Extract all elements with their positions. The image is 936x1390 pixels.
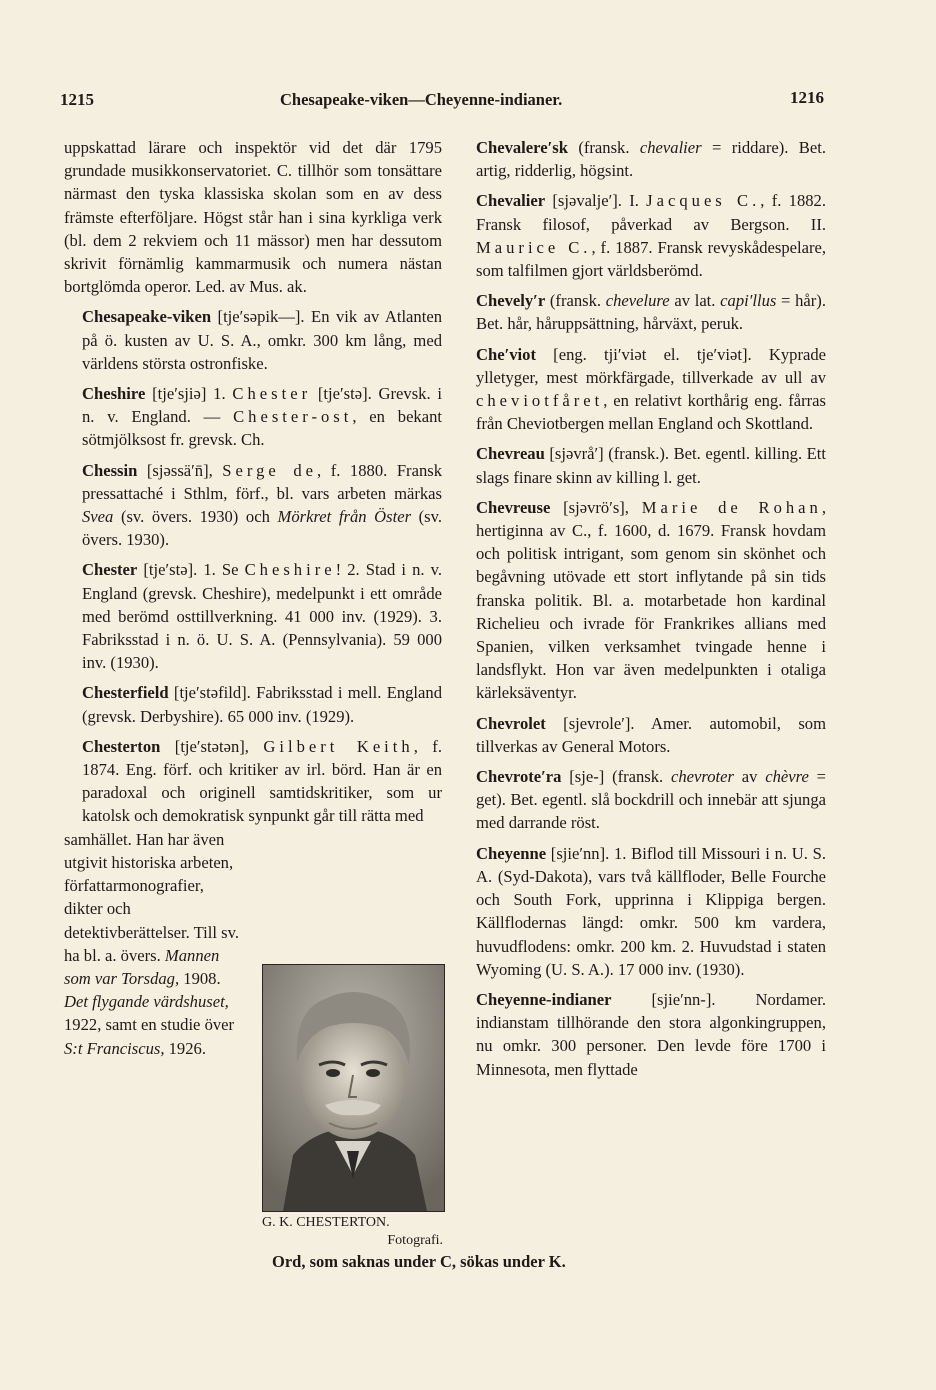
chesterton-portrait-photo xyxy=(262,964,445,1212)
headword: Chesterfield xyxy=(82,683,169,703)
entry-chevaleresk: Chevalere′sk (fransk. chevalier = riddare). Bet. artig, ridderlig, högsint. xyxy=(476,138,826,181)
portrait-image xyxy=(263,965,444,1211)
entry-chevreuse: Chevreuse [sjəvrö′s], Marie de Rohan, hertiginna av C., f. 1600, d. 1679. Fransk hovdam och politisk intrigant, som genom sin skönhet och begåvning utövade ett stort inflytande på sin tids franska politik. Bl. a. motarbetade hon kardinal Richelieu och ivrade för Frankrikes allians med Spanien, vilken verksamhet tvingade henne i landsflykt. Hon var även medelpunkten i otaliga kärleksäventyr. xyxy=(476,497,826,703)
entry-chesterton: Chesterton [tje′stətən], Gilbert Keith, f. 1874. Eng. förf. och kritiker av irl. börd. Han är en paradoxal och originell samtidskritiker, som ur katolsk och demokratisk synpunkt går till rätta med xyxy=(82,736,442,826)
headword: Chevely′r xyxy=(476,291,546,311)
headword: Chevalier xyxy=(476,191,546,211)
footer-note: Ord, som saknas under C, sökas under K. xyxy=(272,1252,566,1271)
page-number-left: 1215 xyxy=(60,90,94,109)
portrait-caption xyxy=(262,1214,443,1250)
headword: Cheshire xyxy=(82,384,146,404)
right-column xyxy=(458,136,826,1088)
headword: Cheyenne xyxy=(476,843,547,863)
entry-chesterton-wrapped: samhället. Han har även utgivit historiska arbeten, författarmonografier, dikter och detektivberättelser. Till sv. ha bl. a. övers. Mannen som var Torsdag, 1908. Det flygande värdshuset, 1922, samt en studie över S:t Franciscus, 1926. xyxy=(64,829,239,1058)
entry-chessin: Chessin [sjəssä′n̄], Serge de, f. 1880. Fransk pressattaché i Sthlm, förf., bl. vars arbeten märkas Svea (sv. övers. 1930) och Mörkret från Öster (sv. övers. 1930). xyxy=(82,460,443,550)
headword: Chevreuse xyxy=(476,497,551,517)
left-column xyxy=(64,136,442,1067)
page-number-right: 1216 xyxy=(790,88,824,107)
entry-cheyenne-indianer: Cheyenne-indianer [sjie′nn-]. Nordamer. indianstam tillhörande den stora algonkingruppen, nu omkr. 300 personer. Den levde före 1700 i Minnesota, men flyttade xyxy=(476,989,826,1079)
continued-entry: uppskattad lärare och inspektör vid det där 1795 grundade musikkonservatoriet. C. tillhör som tonsättare närmast den tyska klassiska skolan som en av dess främste efterföljare. Högst står han i sina kyrkliga verk (bl. dem 2 rekviem och 11 mässor) men har dessutom skrivit förnämlig kammarmusik och numera nästan bortglömda operor. Led. av Mus. ak. xyxy=(64,138,442,297)
entry-cheshire: Cheshire [tje′sjiə] 1. Chester [tje′stə]. Grevsk. i n. v. England. — Chester-ost, en bekant sötmjölksost fr. grevsk. Ch. xyxy=(82,384,443,450)
headword: Chessin xyxy=(82,460,138,480)
entry-chevreau: Chevreau [sjəvrå′] (fransk.). Bet. egentl. killing. Ett slags finare skinn av killing l. get. xyxy=(476,444,826,487)
entry-cheyenne: Cheyenne [sjie′nn]. 1. Biflod till Missouri i n. U. S. A. (Syd-Dakota), vars två källfloder, Belle Fourche och South Fork, upprinna i Klippiga bergen. Källflodernas längd: omkr. 500 km vardera, huvudflodens: omkr. 200 km. 2. Huvudstad i staten Wyoming (U. S. A.). 17 000 inv. (1930). xyxy=(476,843,826,979)
entry-chevalier: Chevalier [sjəvalje′]. I. Jacques C., f. 1882. Fransk filosof, påverkad av Bergson. II. Maurice C., f. 1887. Fransk revyskådespelare, som talfilmen gjort världsberömd. xyxy=(476,191,826,281)
running-header: Chesapeake-viken—Cheyenne-indianer. xyxy=(280,90,563,109)
entry-chesterfield: Chesterfield [tje′stəfild]. Fabriksstad i mell. England (grevsk. Derbyshire). 65 000 inv. (1929). xyxy=(82,683,442,726)
headword: Chevalere′sk xyxy=(476,138,568,157)
entry-chevrotera: Chevrote′ra [sje-] (fransk. chevroter av chèvre = get). Bet. egentl. slå bockdrill och innebär att sjunga med darrande röst. xyxy=(476,767,826,833)
headword: Chesapeake-viken xyxy=(82,307,212,327)
caption-name: G. K. CHESTERTON. xyxy=(262,1215,390,1230)
entry-cheviot: Che′viot [eng. tji′viət el. tje′viət]. Kyprade ylletyger, mest mörkfärgade, tillverkade av ull av cheviotfåret, en relativt korthårig eng. fårras från Cheviotbergen mellan England och Skottland. xyxy=(476,344,826,434)
headword: Chester xyxy=(82,560,138,580)
headword: Chevrolet xyxy=(476,713,546,733)
entry-chester: Chester [tje′stə]. 1. Se Cheshire! 2. Stad i n. v. England (grevsk. Cheshire), medelpunkt i ett område med berömd osttillverkning. 41 000 inv. (1929). 3. Fabriksstad i n. ö. U. S. A. (Pennsylvania). 59 000 inv. (1930). xyxy=(82,560,442,673)
headword: Chevrote′ra xyxy=(476,767,562,787)
entry-chevrolet: Chevrolet [sjevrole′]. Amer. automobil, som tillverkas av General Motors. xyxy=(476,713,826,756)
headword: Chevreau xyxy=(476,444,545,464)
headword: Che′viot xyxy=(476,344,536,364)
caption-source: Fotografi. xyxy=(387,1233,443,1248)
headword: Cheyenne-indianer xyxy=(476,989,612,1009)
entry-chesapeake-viken: Chesapeake-viken [tje′səpik—]. En vik av Atlanten på ö. kusten av U. S. A., omkr. 300 km lång, med världens största ostronfiske. xyxy=(82,307,442,373)
entry-chevelyr: Chevely′r (fransk. chevelure av lat. capi′llus = hår). Bet. hår, håruppsättning, hårväxt, peruk. xyxy=(476,291,826,334)
headword: Chesterton xyxy=(82,736,161,756)
